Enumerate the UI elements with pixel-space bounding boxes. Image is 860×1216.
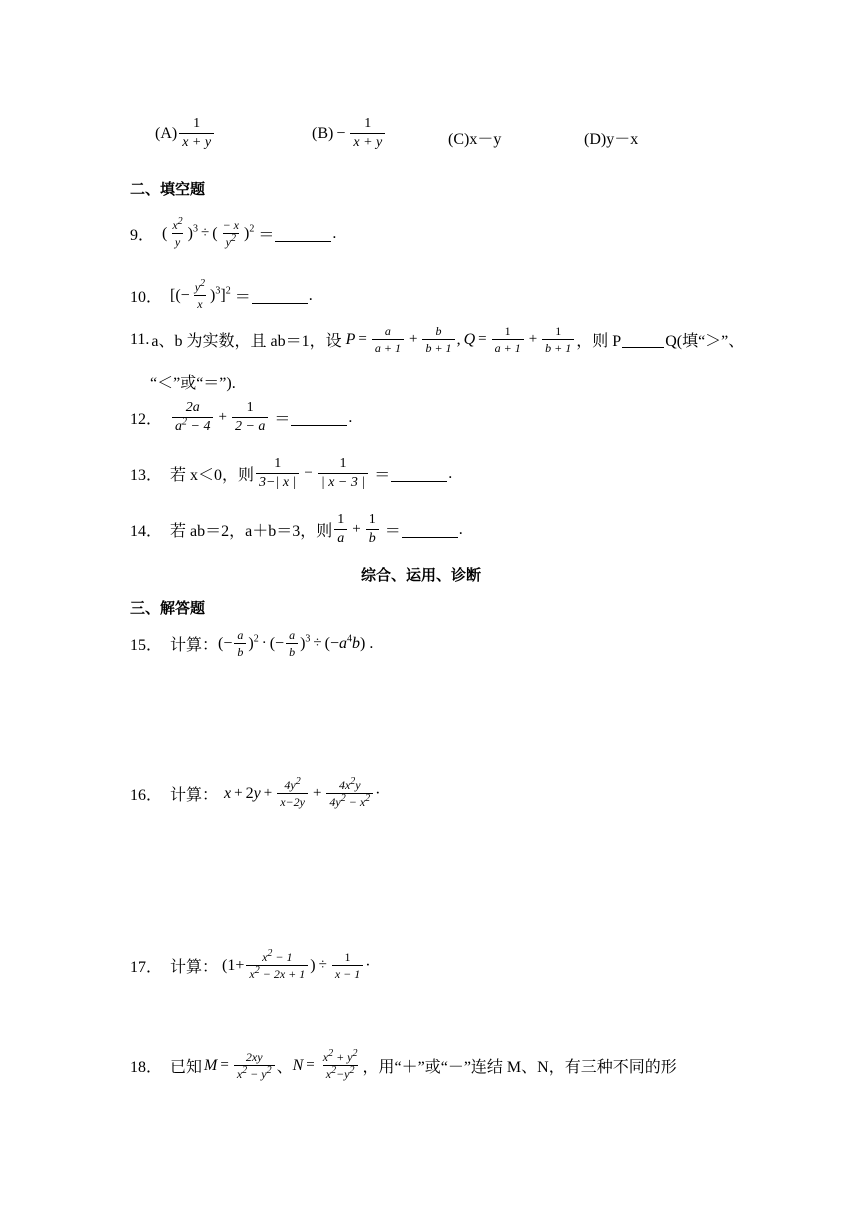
question-16: 16． 计算： x + 2 y + $\frac{4y^2}{x-2y}$ + $\frac{4x^2y}{4y^2 - x^2}$ · — [130, 776, 381, 809]
option-b-sign: − — [336, 124, 346, 142]
question-14: 14． 若 ab＝2，a＋b＝3，则 $\frac{1}{a}$ + $\frac{1}{b}$ ＝ . — [130, 512, 463, 546]
option-b-fraction: $\frac{1}{x + y}$ — [350, 116, 385, 151]
option-b-label: (B) — [312, 124, 334, 142]
option-a-fraction: $\frac{1}{x + y}$ — [179, 116, 214, 151]
question-12: 12． $\frac{2a}{a^2 - 4}$ + $\frac{1}{2 - a}$ ＝ . — [130, 400, 353, 434]
option-b — [312, 116, 387, 151]
option-d: (D)y－x — [584, 131, 639, 148]
answer-blank[interactable] — [391, 465, 447, 482]
options-row — [155, 116, 216, 151]
question-17: 17． 计算： (1+ $\frac{x^2 - 1}{x^2 - 2x + 1}$ ) ÷ $\frac{1}{x - 1}$ · — [130, 948, 371, 981]
option-a-label: (A) — [155, 124, 178, 142]
question-18: 18． 已知 M = $\frac{2xy}{x^2 - y^2}$ 、 N = $\frac{x^2 + y^2}{x^2-y^2}$ ，用“＋”或“－”连结 M、N，有三种不同的形 — [130, 1048, 677, 1081]
answer-blank[interactable] — [291, 409, 347, 426]
answer-blank[interactable] — [402, 521, 458, 538]
question-13: 13． 若 x＜0，则 $\frac{1}{3-| x |}$ − $\frac{1}{| x - 3 |}$ ＝ . — [130, 456, 453, 490]
section-2-title: 二、填空题 — [130, 180, 206, 198]
option-c: (C)x－y — [448, 131, 502, 148]
subtitle: 综合、运用、诊断 — [361, 566, 482, 584]
section-3-title: 三、解答题 — [130, 599, 206, 617]
question-11: 11. a、b 为实数，且 ab＝1，设 P = $\frac{a}{a + 1}$ + $\frac{b}{b + 1}$ , Q = $\frac{1}{a + 1}$ + $\frac{1}{b + 1}$ ，则 P Q(填“＞”、 — [130, 324, 745, 355]
answer-blank[interactable] — [275, 225, 331, 242]
answer-blank[interactable] — [622, 331, 664, 348]
question-10: 10． [(− $\frac{y^2}{x}$ )$^3$]$^2$ ＝ . — [130, 278, 313, 311]
question-15: 15． 计算： (− $\frac{a}{b}$ )$^2$ · (− $\frac{a}{b}$ )$^3$ ÷ $(-a^4b)$ . — [130, 628, 374, 659]
question-11-line-2: “＜”或“＝”). — [150, 375, 236, 392]
answer-blank[interactable] — [252, 287, 308, 304]
question-9: 9． ( $\frac{x^2}{y}$ )$^3$ ÷ ( $\frac{- x}{y^2}$ )$^2$ ＝ . — [130, 216, 337, 249]
